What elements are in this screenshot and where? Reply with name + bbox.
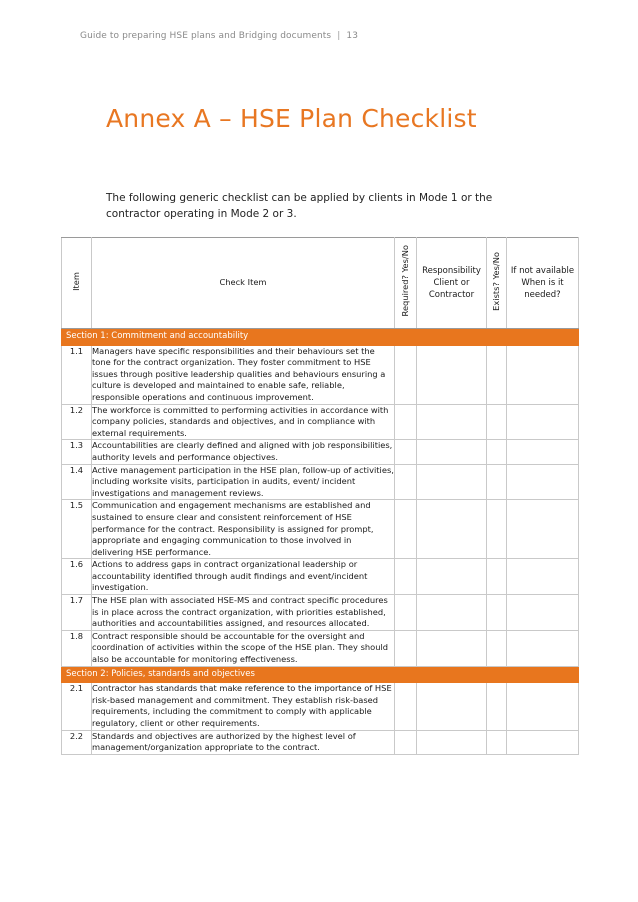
header-separator: | <box>337 31 341 41</box>
required-cell[interactable] <box>395 683 417 730</box>
exists-cell[interactable] <box>487 440 507 464</box>
table-row <box>62 440 579 464</box>
item-number: 1.8 <box>62 630 92 666</box>
table-row <box>62 404 579 440</box>
required-cell[interactable] <box>395 345 417 404</box>
responsibility-cell[interactable] <box>417 595 487 631</box>
if-not-available-cell[interactable] <box>507 595 579 631</box>
required-cell[interactable] <box>395 440 417 464</box>
intro-paragraph: The following generic checklist can be applied by clients in Mode 1 or the contractor operating in Mode 2 or 3. <box>106 192 493 220</box>
item-number: 1.2 <box>62 404 92 440</box>
required-cell[interactable] <box>395 500 417 559</box>
required-cell[interactable] <box>395 404 417 440</box>
responsibility-cell[interactable] <box>417 630 487 666</box>
item-number: 2.2 <box>62 730 92 754</box>
if-not-available-cell[interactable] <box>507 630 579 666</box>
check-item-text: Contract responsible should be accountable for the oversight and coordination of activities within the scope of the HSE plan. They should also be accountable for monitoring effectiveness. <box>92 630 395 666</box>
item-number: 1.4 <box>62 464 92 500</box>
check-item-text: The HSE plan with associated HSE-MS and contract specific procedures is in place across the contract organization, with priorities established, authorities and accountabilities assigned, and resources allocated. <box>92 595 395 631</box>
required-cell[interactable] <box>395 559 417 595</box>
responsibility-cell[interactable] <box>417 683 487 730</box>
section-header-row <box>62 329 579 346</box>
item-number: 1.5 <box>62 500 92 559</box>
exists-cell[interactable] <box>487 630 507 666</box>
table-body <box>62 329 579 755</box>
check-item-text: Communication and engagement mechanisms are established and sustained to ensure clear and consistent reinforcement of HSE performance for the contract. Responsibility is assigned for prompt, appropriate and engaging communication to those involved in delivering HSE performance. <box>92 500 395 559</box>
if-not-available-cell[interactable] <box>507 559 579 595</box>
check-item-text: Managers have specific responsibilities and their behaviours set the tone for the contract organization. They foster commitment to HSE issues through positive leadership qualities and behaviours ensuring a culture is developed and maintained to enable safe, reliable, responsible operations and continuous improvement. <box>92 345 395 404</box>
responsibility-cell[interactable] <box>417 464 487 500</box>
responsibility-cell[interactable] <box>417 559 487 595</box>
exists-cell[interactable] <box>487 404 507 440</box>
table-row <box>62 345 579 404</box>
table-row <box>62 559 579 595</box>
if-not-available-cell[interactable] <box>507 345 579 404</box>
if-not-available-cell[interactable] <box>507 500 579 559</box>
item-number: 2.1 <box>62 683 92 730</box>
check-item-text: Accountabilities are clearly defined and aligned with job responsibilities, authority levels and performance objectives. <box>92 440 395 464</box>
item-number: 1.6 <box>62 559 92 595</box>
table-row <box>62 500 579 559</box>
page-number: 13 <box>346 31 359 41</box>
responsibility-cell[interactable] <box>417 500 487 559</box>
col-header-responsibility: Responsibility Client or Contractor <box>417 238 487 329</box>
if-not-available-cell[interactable] <box>507 464 579 500</box>
exists-cell[interactable] <box>487 345 507 404</box>
responsibility-cell[interactable] <box>417 345 487 404</box>
exists-cell[interactable] <box>487 683 507 730</box>
item-number: 1.7 <box>62 595 92 631</box>
check-item-text: Contractor has standards that make reference to the importance of HSE risk-based management and commitment. They establish risk-based requirements, including the commitment to comply with applicable regulatory, client or other requirements. <box>92 683 395 730</box>
section-title: Section 2: Policies, standards and objectives <box>62 666 579 683</box>
check-item-text: Standards and objectives are authorized by the highest level of management/organization appropriate to the contract. <box>92 730 395 754</box>
if-not-available-cell[interactable] <box>507 440 579 464</box>
running-title: Guide to preparing HSE plans and Bridging documents <box>80 31 332 41</box>
col-header-check-item: Check Item <box>92 238 395 329</box>
if-not-available-cell[interactable] <box>507 404 579 440</box>
item-number: 1.3 <box>62 440 92 464</box>
col-header-if-not-available: If not available When is it needed? <box>507 238 579 329</box>
required-cell[interactable] <box>395 595 417 631</box>
exists-cell[interactable] <box>487 559 507 595</box>
table-row <box>62 464 579 500</box>
exists-cell[interactable] <box>487 500 507 559</box>
section-header-row <box>62 666 579 683</box>
col-header-item: Item <box>62 238 92 329</box>
exists-cell[interactable] <box>487 730 507 754</box>
required-cell[interactable] <box>395 730 417 754</box>
item-number: 1.1 <box>62 345 92 404</box>
table-header-row <box>62 238 579 329</box>
exists-cell[interactable] <box>487 595 507 631</box>
exists-cell[interactable] <box>487 464 507 500</box>
col-header-required: Required? Yes/No <box>395 238 417 329</box>
responsibility-cell[interactable] <box>417 440 487 464</box>
if-not-available-cell[interactable] <box>507 730 579 754</box>
responsibility-cell[interactable] <box>417 730 487 754</box>
responsibility-cell[interactable] <box>417 404 487 440</box>
check-item-text: The workforce is committed to performing activities in accordance with company policies, standards and objectives, and in compliance with external requirements. <box>92 404 395 440</box>
col-header-exists: Exists? Yes/No <box>487 238 507 329</box>
check-item-text: Actions to address gaps in contract organizational leadership or accountability identified through audit findings and event/incident investigation. <box>92 559 395 595</box>
hse-checklist-table <box>61 237 579 755</box>
required-cell[interactable] <box>395 630 417 666</box>
table-row <box>62 595 579 631</box>
check-item-text: Active management participation in the HSE plan, follow-up of activities, including worksite visits, participation in audits, event/ incident investigations and management reviews. <box>92 464 395 500</box>
running-header <box>80 31 358 41</box>
required-cell[interactable] <box>395 464 417 500</box>
table-row <box>62 683 579 730</box>
section-title: Section 1: Commitment and accountability <box>62 329 579 346</box>
table-row <box>62 630 579 666</box>
if-not-available-cell[interactable] <box>507 683 579 730</box>
page-title: Annex A – HSE Plan Checklist <box>106 104 477 133</box>
table-row <box>62 730 579 754</box>
